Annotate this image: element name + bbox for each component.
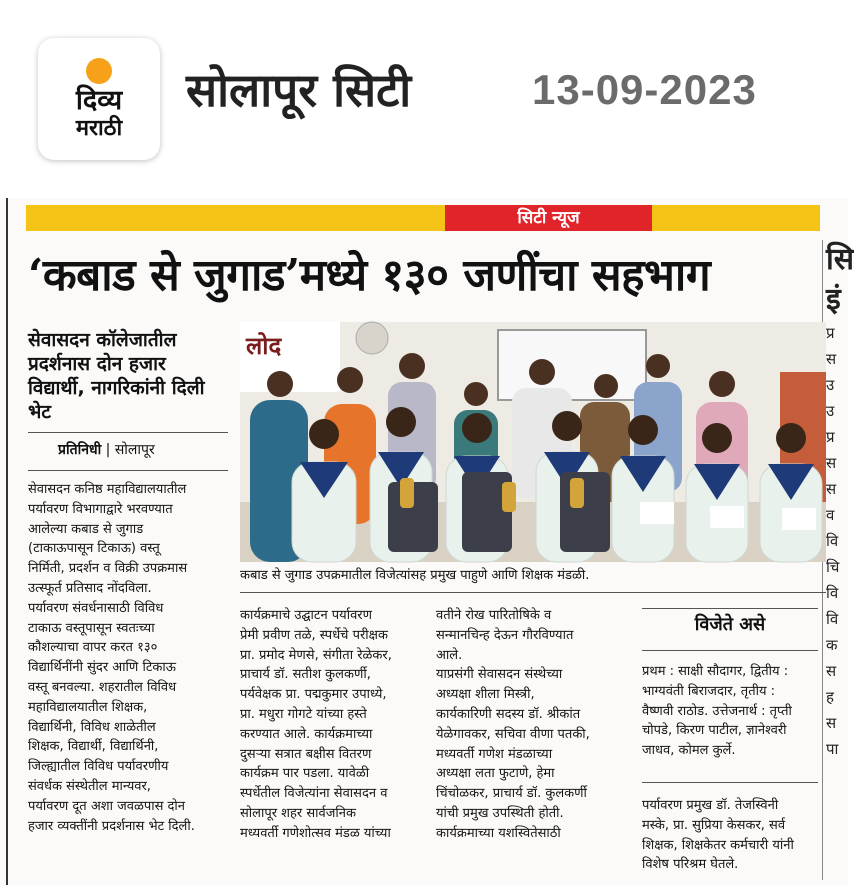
- subheadline: सेवासदन कॉलेजातील प्रदर्शनास दोन हजार विद्यार्थी, नागरिकांनी दिली भेट: [28, 329, 205, 423]
- text-line: उत्स्फूर्त प्रतिसाद नोंदविला.: [28, 580, 152, 596]
- text-line: अध्यक्षा लता फुटाणे, हेमा: [436, 766, 555, 782]
- edition-date: 13-09-2023: [532, 66, 757, 113]
- text-line: पर्यावरण संवर्धनासाठी विविध: [28, 600, 164, 616]
- divider: [28, 432, 228, 433]
- text-line: मस्के, प्रा. सुप्रिया केसकर, सर्व: [642, 817, 786, 833]
- text-line: सोलापूर शहर सार्वजनिक: [240, 805, 356, 821]
- logo-line1: दिव्य: [75, 85, 123, 116]
- divider: [28, 470, 228, 471]
- photo-caption: कबाड से जुगाड उपक्रमातील विजेत्यांसह प्रमुख पाहुणे आणि शिक्षक मंडळी.: [240, 568, 590, 583]
- text-line: अध्यक्षा शीला मिस्त्री,: [436, 687, 535, 703]
- section-tag: सिटी न्यूज: [445, 205, 652, 231]
- text-fragment: ह: [826, 688, 834, 706]
- text-line: हजार व्यक्तींनी प्रदर्शनास भेट दिली.: [28, 818, 195, 834]
- text-fragment: स: [826, 714, 837, 732]
- text-line: स्पर्धेतील विजेत्यांना सेवासदन व: [240, 786, 388, 802]
- text-fragment: प्र: [826, 428, 835, 446]
- text-fragment: स: [826, 662, 837, 680]
- article-column-2: [240, 606, 430, 844]
- text-line: टाकाऊ वस्तूपासून स्वतःच्या: [28, 620, 155, 636]
- text-line: निर्मिती, प्रदर्शन व विक्री उपक्रमास: [28, 561, 188, 577]
- text-line: याप्रसंगी सेवासदन संस्थेच्या: [436, 667, 563, 683]
- divider: [240, 592, 826, 593]
- logo-line2: मराठी: [75, 115, 123, 141]
- section-bar: [26, 205, 820, 231]
- divider: [642, 608, 818, 609]
- text-fragment: व: [826, 506, 835, 524]
- byline-separator: |: [105, 442, 111, 458]
- byline-reporter: प्रतिनिधी: [58, 442, 102, 458]
- text-line: चिंचोळकर, प्राचार्य डॉ. कुलकर्णी: [436, 786, 587, 802]
- text-line: विद्यार्थिनी, विविध शाळेतील: [28, 719, 156, 735]
- text-fragment: चि: [826, 558, 840, 576]
- text-line: आलेल्या कबाड से जुगाड: [28, 521, 144, 537]
- closing-paragraph: [642, 796, 820, 875]
- column-divider: [6, 198, 8, 885]
- text-line: प्रा. मधुरा गोगटे यांच्या हस्ते: [240, 706, 367, 722]
- text-line: कार्यक्रम पार पडला. यावेळी: [240, 766, 370, 782]
- winners-title: विजेते असे: [694, 614, 766, 635]
- text-fragment: स: [826, 480, 837, 498]
- text-line: पर्यावरण दूत अशा जवळपास दोन: [28, 798, 185, 814]
- text-line: सेवासदन कनिष्ठ महाविद्यालयातील: [28, 482, 187, 497]
- text-line: प्रेमी प्रवीण तळे, स्पर्धेचे परीक्षक: [240, 627, 388, 643]
- text-line: पर्यावरण प्रमुख डॉ. तेजस्विनी: [642, 798, 779, 813]
- divider: [642, 650, 818, 651]
- text-line: यांची प्रमुख उपस्थिती होती.: [436, 805, 564, 821]
- text-line: पर्यवेक्षक प्रा. पद्मकुमार उपाध्ये,: [240, 687, 387, 703]
- group-photo-illustration: [240, 322, 826, 562]
- text-fragment: प्र: [826, 324, 835, 342]
- winners-list: [642, 662, 820, 761]
- text-fragment: पा: [826, 740, 839, 758]
- text-line: वस्तू बनवल्या. शहरातील विविध: [28, 679, 177, 695]
- article-column-1: [28, 480, 228, 836]
- text-line: चोपडे, किरण पाटील, ज्ञानेश्वरी: [642, 723, 787, 739]
- text-line: जिल्ह्यातील विविध पर्यावरणीय: [28, 759, 169, 775]
- article-column-3: [436, 606, 630, 844]
- text-line: पर्यावरण विभागाद्वारे भरवण्यात: [28, 501, 173, 517]
- text-fragment: स: [826, 350, 837, 368]
- text-line: कार्यकारिणी सदस्य डॉ. श्रीकांत: [436, 706, 581, 722]
- text-line: शिक्षक, शिक्षकेतर कर्मचारी यांनी: [642, 837, 794, 853]
- sun-icon: [86, 58, 112, 84]
- text-fragment: वि: [826, 610, 839, 628]
- publisher-logo: [38, 38, 160, 160]
- text-fragment: उ: [826, 376, 835, 394]
- text-fragment: इं: [826, 282, 841, 317]
- text-line: जाधव, कोमल कुर्ले.: [642, 743, 736, 759]
- text-fragment: वि: [826, 532, 839, 550]
- text-fragment: उ: [826, 402, 835, 420]
- text-line: वैष्णवी राठोड. उत्तेजनार्थ : तृप्ती: [642, 703, 792, 719]
- text-line: वतीने रोख पारितोषिके व: [436, 608, 552, 623]
- text-line: प्राचार्य डॉ. सतीश कुलकर्णी,: [240, 667, 371, 683]
- text-line: संवर्धक संस्थेतील मान्यवर,: [28, 778, 151, 794]
- text-line: कार्यक्रमाचे उद्घाटन पर्यावरण: [240, 608, 373, 623]
- banner-text: लोद: [246, 332, 282, 360]
- text-line: प्रा. प्रमोद मेणसे, संगीता रेळेकर,: [240, 647, 392, 663]
- text-line: सन्मानचिन्ह देऊन गौरविण्यात: [436, 627, 574, 643]
- text-line: भाग्यवंती बिराजदार, तृतीय :: [642, 683, 776, 699]
- text-line: कार्यक्रमाच्या यशस्वितेसाठी: [436, 825, 561, 841]
- text-fragment: वि: [826, 584, 839, 602]
- text-line: शिक्षक, विद्यार्थी, विद्यार्थिनी,: [28, 739, 159, 755]
- text-line: (टाकाऊपासून टिकाऊ) वस्तू: [28, 541, 160, 557]
- news-photo: [240, 322, 826, 562]
- text-line: करण्यात आले. कार्यक्रमाच्या: [240, 726, 373, 742]
- text-line: दुसऱ्या सत्रात बक्षीस वितरण: [240, 746, 372, 762]
- text-line: कौशल्याचा वापर करत १३०: [28, 640, 158, 656]
- edition-title: सोलापूर सिटी: [186, 63, 412, 117]
- text-fragment: स: [826, 454, 837, 472]
- text-fragment: सि: [826, 242, 854, 277]
- text-line: विद्यार्थिनींनी सुंदर आणि टिकाऊ: [28, 660, 176, 676]
- byline-place: सोलापूर: [114, 442, 155, 458]
- text-line: मध्यवर्ती गणेशोत्सव मंडळ यांच्या: [240, 825, 391, 841]
- byline: [58, 440, 155, 459]
- text-line: येळेगावकर, सचिवा वीणा पतकी,: [436, 726, 590, 742]
- text-fragment: क: [826, 636, 838, 654]
- text-line: प्रथम : साक्षी सौदागर, द्वितीय :: [642, 664, 789, 679]
- text-line: आले.: [436, 647, 463, 663]
- text-line: महाविद्यालयातील शिक्षक,: [28, 699, 148, 715]
- headline: ‘कबाड से जुगाड’मध्ये १३० जणींचा सहभाग: [28, 250, 711, 301]
- adjacent-article-fragment: [826, 240, 854, 880]
- text-line: विशेष परिश्रम घेतले.: [642, 857, 739, 873]
- divider: [642, 782, 818, 783]
- text-line: मध्यवर्ती गणेश मंडळाच्या: [436, 746, 553, 762]
